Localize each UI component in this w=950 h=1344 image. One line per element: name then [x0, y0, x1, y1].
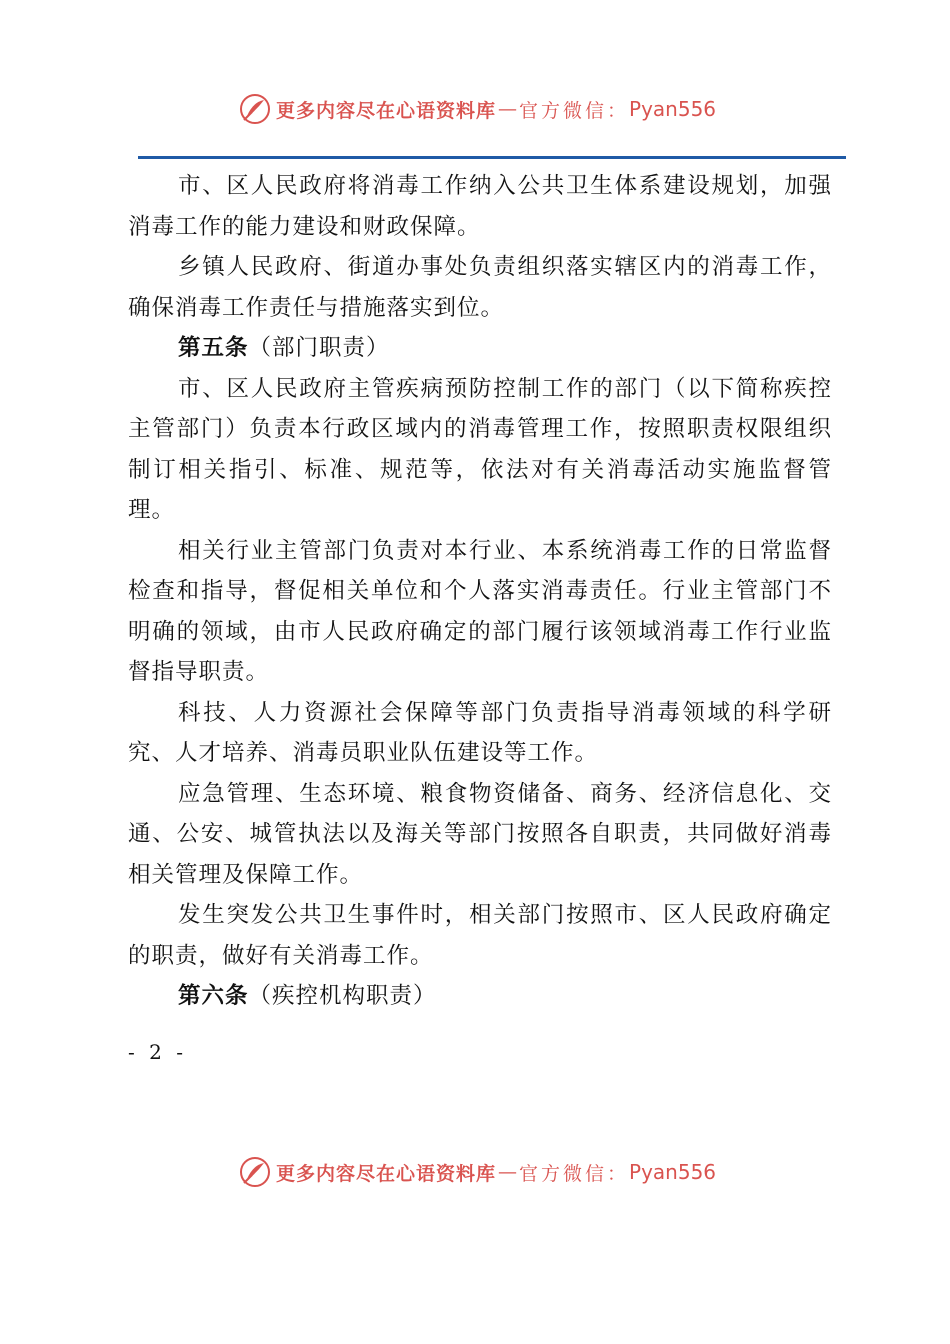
banner-separator: —: [498, 98, 518, 120]
footer-banner: [0, 1152, 950, 1192]
banner-main-text: 更多内容尽在心语资料库: [276, 1162, 497, 1185]
logo-icon: [238, 92, 272, 126]
logo-icon: [238, 1155, 272, 1189]
paragraph: 市、区人民政府将消毒工作纳入公共卫生体系建设规划，加强消毒工作的能力建设和财政保障。: [128, 173, 832, 240]
banner-wechat-id: Pyan556: [629, 1160, 717, 1184]
paragraph: 市、区人民政府主管疾病预防控制工作的部门（以下简称疾控主管部门）负责本行政区域内的消毒管理工作，按照职责权限组织制订相关指引、标准、规范等，依法对有关消毒活动实施监督管理。: [128, 375, 832, 523]
article-subtitle: （部门职责）: [248, 335, 390, 361]
banner-wechat-label: 官方微信：: [519, 99, 630, 122]
header-banner: [0, 89, 950, 129]
paragraph: 发生突发公共卫生事件时，相关部门按照市、区人民政府确定的职责，做好有关消毒工作。: [128, 902, 832, 969]
banner-wechat-id: Pyan556: [629, 97, 717, 121]
article-heading: [128, 328, 832, 369]
paragraph: 相关行业主管部门负责对本行业、本系统消毒工作的日常监督检查和指导，督促相关单位和个人落实消毒责任。行业主管部门不明确的领域，由市人民政府确定的部门履行该领域消毒工作行业监督指导职责。: [128, 537, 832, 685]
article-title: 第五条: [178, 335, 249, 361]
paragraph: 科技、人力资源社会保障等部门负责指导消毒领域的科学研究、人才培养、消毒员职业队伍建设等工作。: [128, 699, 832, 766]
banner-separator: —: [498, 1161, 518, 1183]
document-body: [128, 166, 832, 1017]
header-rule: [138, 156, 846, 159]
banner-wechat-label: 官方微信：: [519, 1162, 630, 1185]
banner-main-text: 更多内容尽在心语资料库: [276, 99, 497, 122]
article-title: 第六条: [178, 983, 249, 1009]
paragraph: 乡镇人民政府、街道办事处负责组织落实辖区内的消毒工作，确保消毒工作责任与措施落实到位。: [128, 254, 832, 321]
article-subtitle: （疾控机构职责）: [248, 983, 437, 1009]
page-number: - 2 -: [128, 1040, 187, 1064]
article-heading: [128, 976, 832, 1017]
paragraph: 应急管理、生态环境、粮食物资储备、商务、经济信息化、交通、公安、城管执法以及海关等部门按照各自职责，共同做好消毒相关管理及保障工作。: [128, 780, 832, 888]
